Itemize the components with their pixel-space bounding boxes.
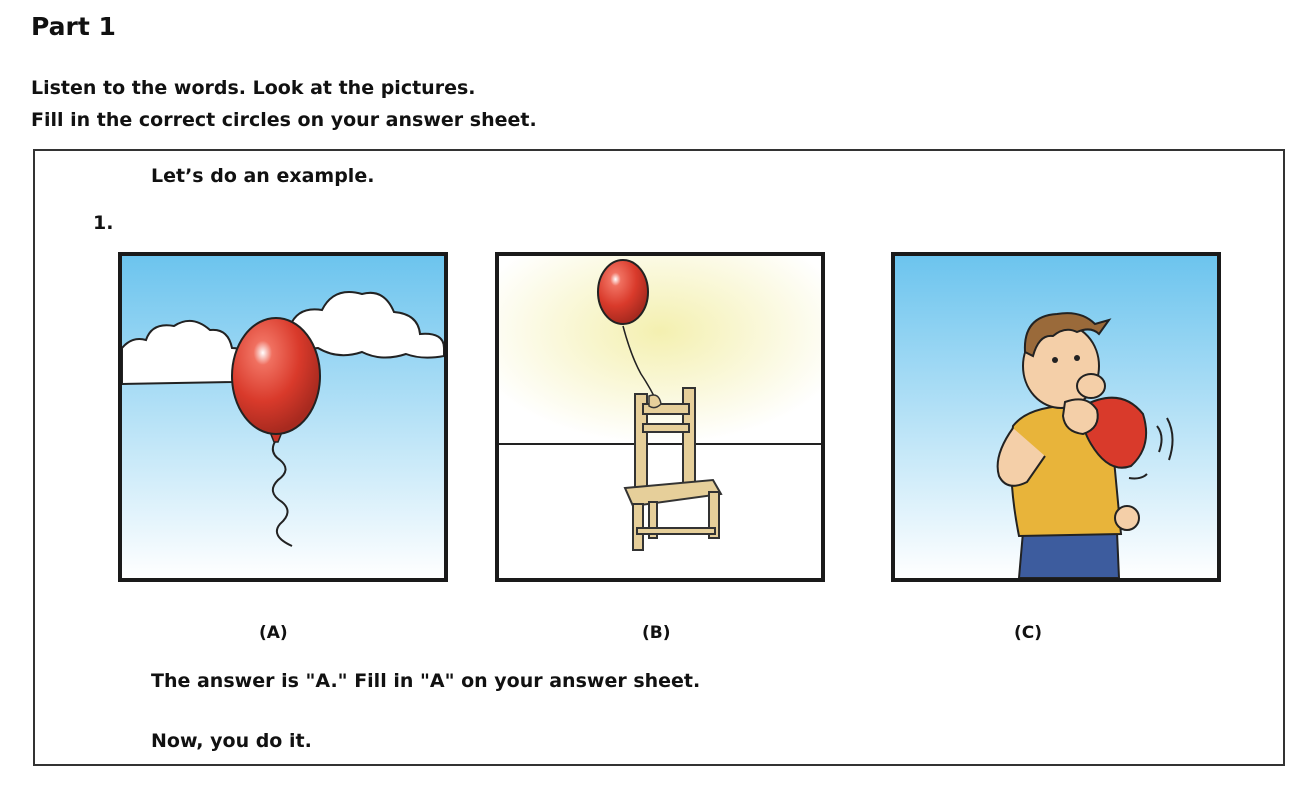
boy-hand-shape [1063,399,1098,434]
question-number: 1. [93,212,114,234]
picture-option-a[interactable] [118,252,448,582]
floating-balloon-illustration [122,256,444,578]
example-intro: Let’s do an example. [151,165,375,187]
boy-eye-right-shape [1074,355,1080,361]
boy-balloon-illustration [895,256,1217,578]
closing-text: Now, you do it. [151,730,312,752]
option-label-a: (A) [259,623,288,643]
page-title: Part 1 [31,12,116,41]
example-box [33,149,1285,766]
instruction-line-1: Listen to the words. Look at the pictures. [31,77,476,99]
instruction-line-2: Fill in the correct circles on your answer sheet. [31,109,537,131]
picture-option-c[interactable] [891,252,1221,582]
boy-eye-left-shape [1052,357,1058,363]
boy-fist-shape [1115,506,1139,530]
balloon-shape [232,318,320,434]
option-label-c: (C) [1014,623,1043,643]
boy-pants-shape [1019,532,1119,578]
option-label-b: (B) [642,623,671,643]
answer-text: The answer is "A." Fill in "A" on your answer sheet. [151,670,701,692]
boy-cheek-shape [1077,374,1105,398]
balloon-chair-illustration [499,256,821,578]
picture-option-b[interactable] [495,252,825,582]
balloon-shape [598,260,648,324]
